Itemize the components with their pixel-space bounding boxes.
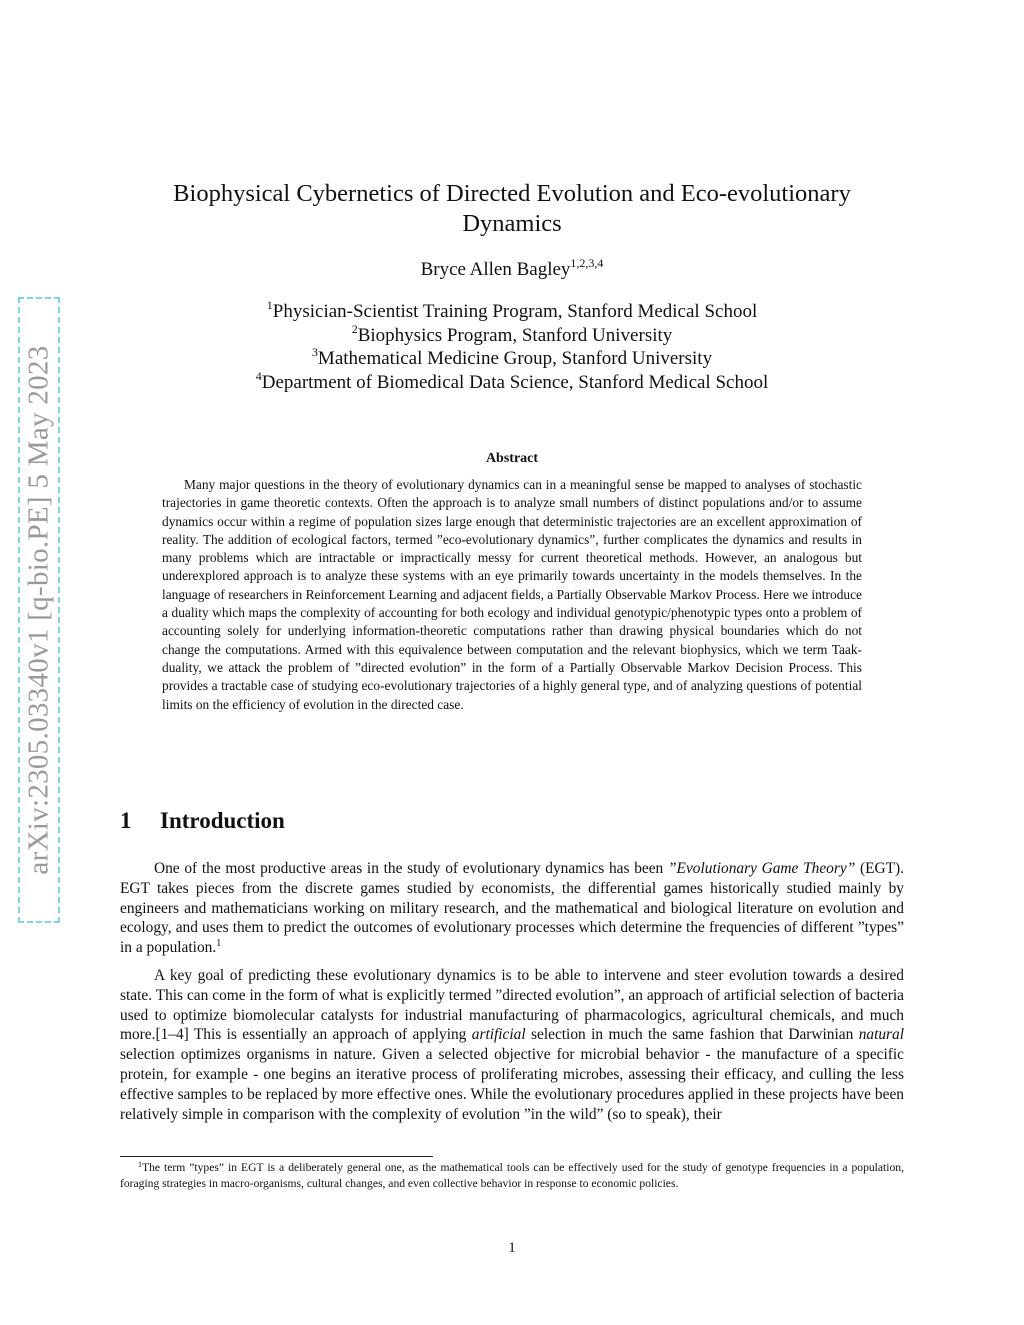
affiliation-item	[150, 347, 874, 371]
paper-title: Biophysical Cybernetics of Directed Evolution and Eco-evolutionary Dynamics	[173, 180, 851, 237]
page-number: 1	[508, 1240, 516, 1256]
author-affiliation-marks: 1,2,3,4	[570, 256, 604, 270]
affiliation-text: Biophysics Program, Stanford University	[357, 324, 673, 346]
affiliation-text: Mathematical Medicine Group, Stanford University	[317, 348, 713, 369]
footnote-text: The term ”types” in EGT is a deliberately general one, as the mathematical tools can be effectively used for the study of genotype frequencies in a population, foraging strategies in macro-organisms, cultural changes, and even collective behavior in response to economic policies.	[120, 1161, 904, 1190]
affiliation-mark: 3	[311, 345, 318, 359]
paragraph-text: (EGT). EGT takes pieces from the discrete games studied by economists, the differential games historically studied mainly by engineers and mathematicians working on military research, and the mathematical and biological literature on evolution and ecology, and uses them to predict the outcomes of evolutionary processes which determine the frequencies of different ”types” in a population.	[120, 860, 904, 957]
affiliation-item	[150, 368, 874, 395]
paragraph-text: A key goal of predicting these evolutionary dynamics is to be able to intervene and steer evolution towards a desired state. This can come in the form of what is explicitly termed ”directed evolution”, an approach of artificial selection of bacteria used to optimize biomolecular catalysts for industrial manufacturing of pharmacologics, agricultural chemicals, and much more.[1–4] This is essentially an approach of applying	[120, 966, 904, 1044]
footnote	[120, 1160, 904, 1191]
emphasis-text: ”Evolutionary Game Theory”	[667, 860, 856, 877]
emphasis-text: natural	[858, 1026, 905, 1044]
affiliations	[150, 300, 874, 394]
paragraph-text: One of the most productive areas in the study of evolutionary dynamics has been	[154, 860, 668, 877]
affiliation-item	[150, 321, 874, 348]
affiliation-text: Physician-Scientist Training Program, Stanford Medical School	[272, 301, 758, 322]
author-line	[150, 256, 874, 281]
section-heading	[120, 808, 285, 834]
footnote-reference[interactable]: 1	[216, 938, 222, 950]
affiliation-mark: 1	[266, 298, 273, 312]
paragraph	[120, 966, 904, 1124]
section-title: Introduction	[160, 808, 285, 833]
abstract-body: Many major questions in the theory of evolutionary dynamics can in a meaningful sense be mapped to analyses of stochastic trajectories in game theoretic contexts. Often the approach is to analyze small numbers of distinct populations and/or to assume dynamics occur within a regime of population sizes large enough that deterministic trajectories are an excellent approximation of reality. The addition of ecological factors, termed ”eco-evolutionary dynamics”, further complicates the dynamics and results in many problems which are intractable or impractically messy for current theoretical methods. However, an analogous but underexplored approach is to analyze these systems with an eye primarily towards uncertainty in the models themselves. In the language of researchers in Reinforcement Learning and adjacent fields, a Partially Observable Markov Process. Here we introduce a duality which maps the complexity of accounting for both ecology and individual genotypic/phenotypic types onto a problem of accounting solely for underlying information-theoretic computations rather than drawing physical boundaries which do not change the computations. Armed with this equivalence between computation and the relevant biophysics, which we term Taak-duality, we attack the problem of ”directed evolution” in the form of a Partially Observable Markov Decision Process. This provides a tractable case of studying eco-evolutionary trajectories of a highly general type, and of analyzing questions of potential limits on the efficiency of evolution in the directed case.	[162, 477, 862, 712]
footnote-divider	[120, 1156, 433, 1157]
arxiv-identifier-stamp[interactable]	[18, 297, 60, 923]
arxiv-identifier-text: arXiv:2305.03340v1 [q-bio.PE] 5 May 2023	[22, 345, 55, 875]
paragraph-text: selection optimizes organisms in nature. Given a selected objective for microbial behavior - the manufacture of a specific protein, for example - one begins an iterative process of proliferating microbes, assessing their efficacy, and culling the less effective samples to be replaced by more effective ones. While the evolutionary procedures applied in these projects have been relatively simple in comparison with the complexity of evolution ”in the wild” (so to speak), their	[120, 1046, 904, 1123]
affiliation-mark: 2	[351, 321, 358, 336]
abstract-heading: Abstract	[485, 451, 539, 466]
author-name: Bryce Allen Bagley	[420, 259, 571, 280]
paragraph-text: selection in much the same fashion that Darwinian	[525, 1026, 859, 1044]
section-number: 1	[120, 808, 132, 833]
paragraph	[120, 859, 904, 958]
section-body	[120, 859, 904, 1132]
emphasis-text: artificial	[471, 1026, 526, 1044]
affiliation-mark: 4	[255, 368, 262, 383]
footnote-mark: 1	[138, 1160, 142, 1169]
affiliation-text: Department of Biomedical Data Science, Stanford Medical School	[261, 371, 769, 393]
affiliation-item	[150, 300, 874, 324]
